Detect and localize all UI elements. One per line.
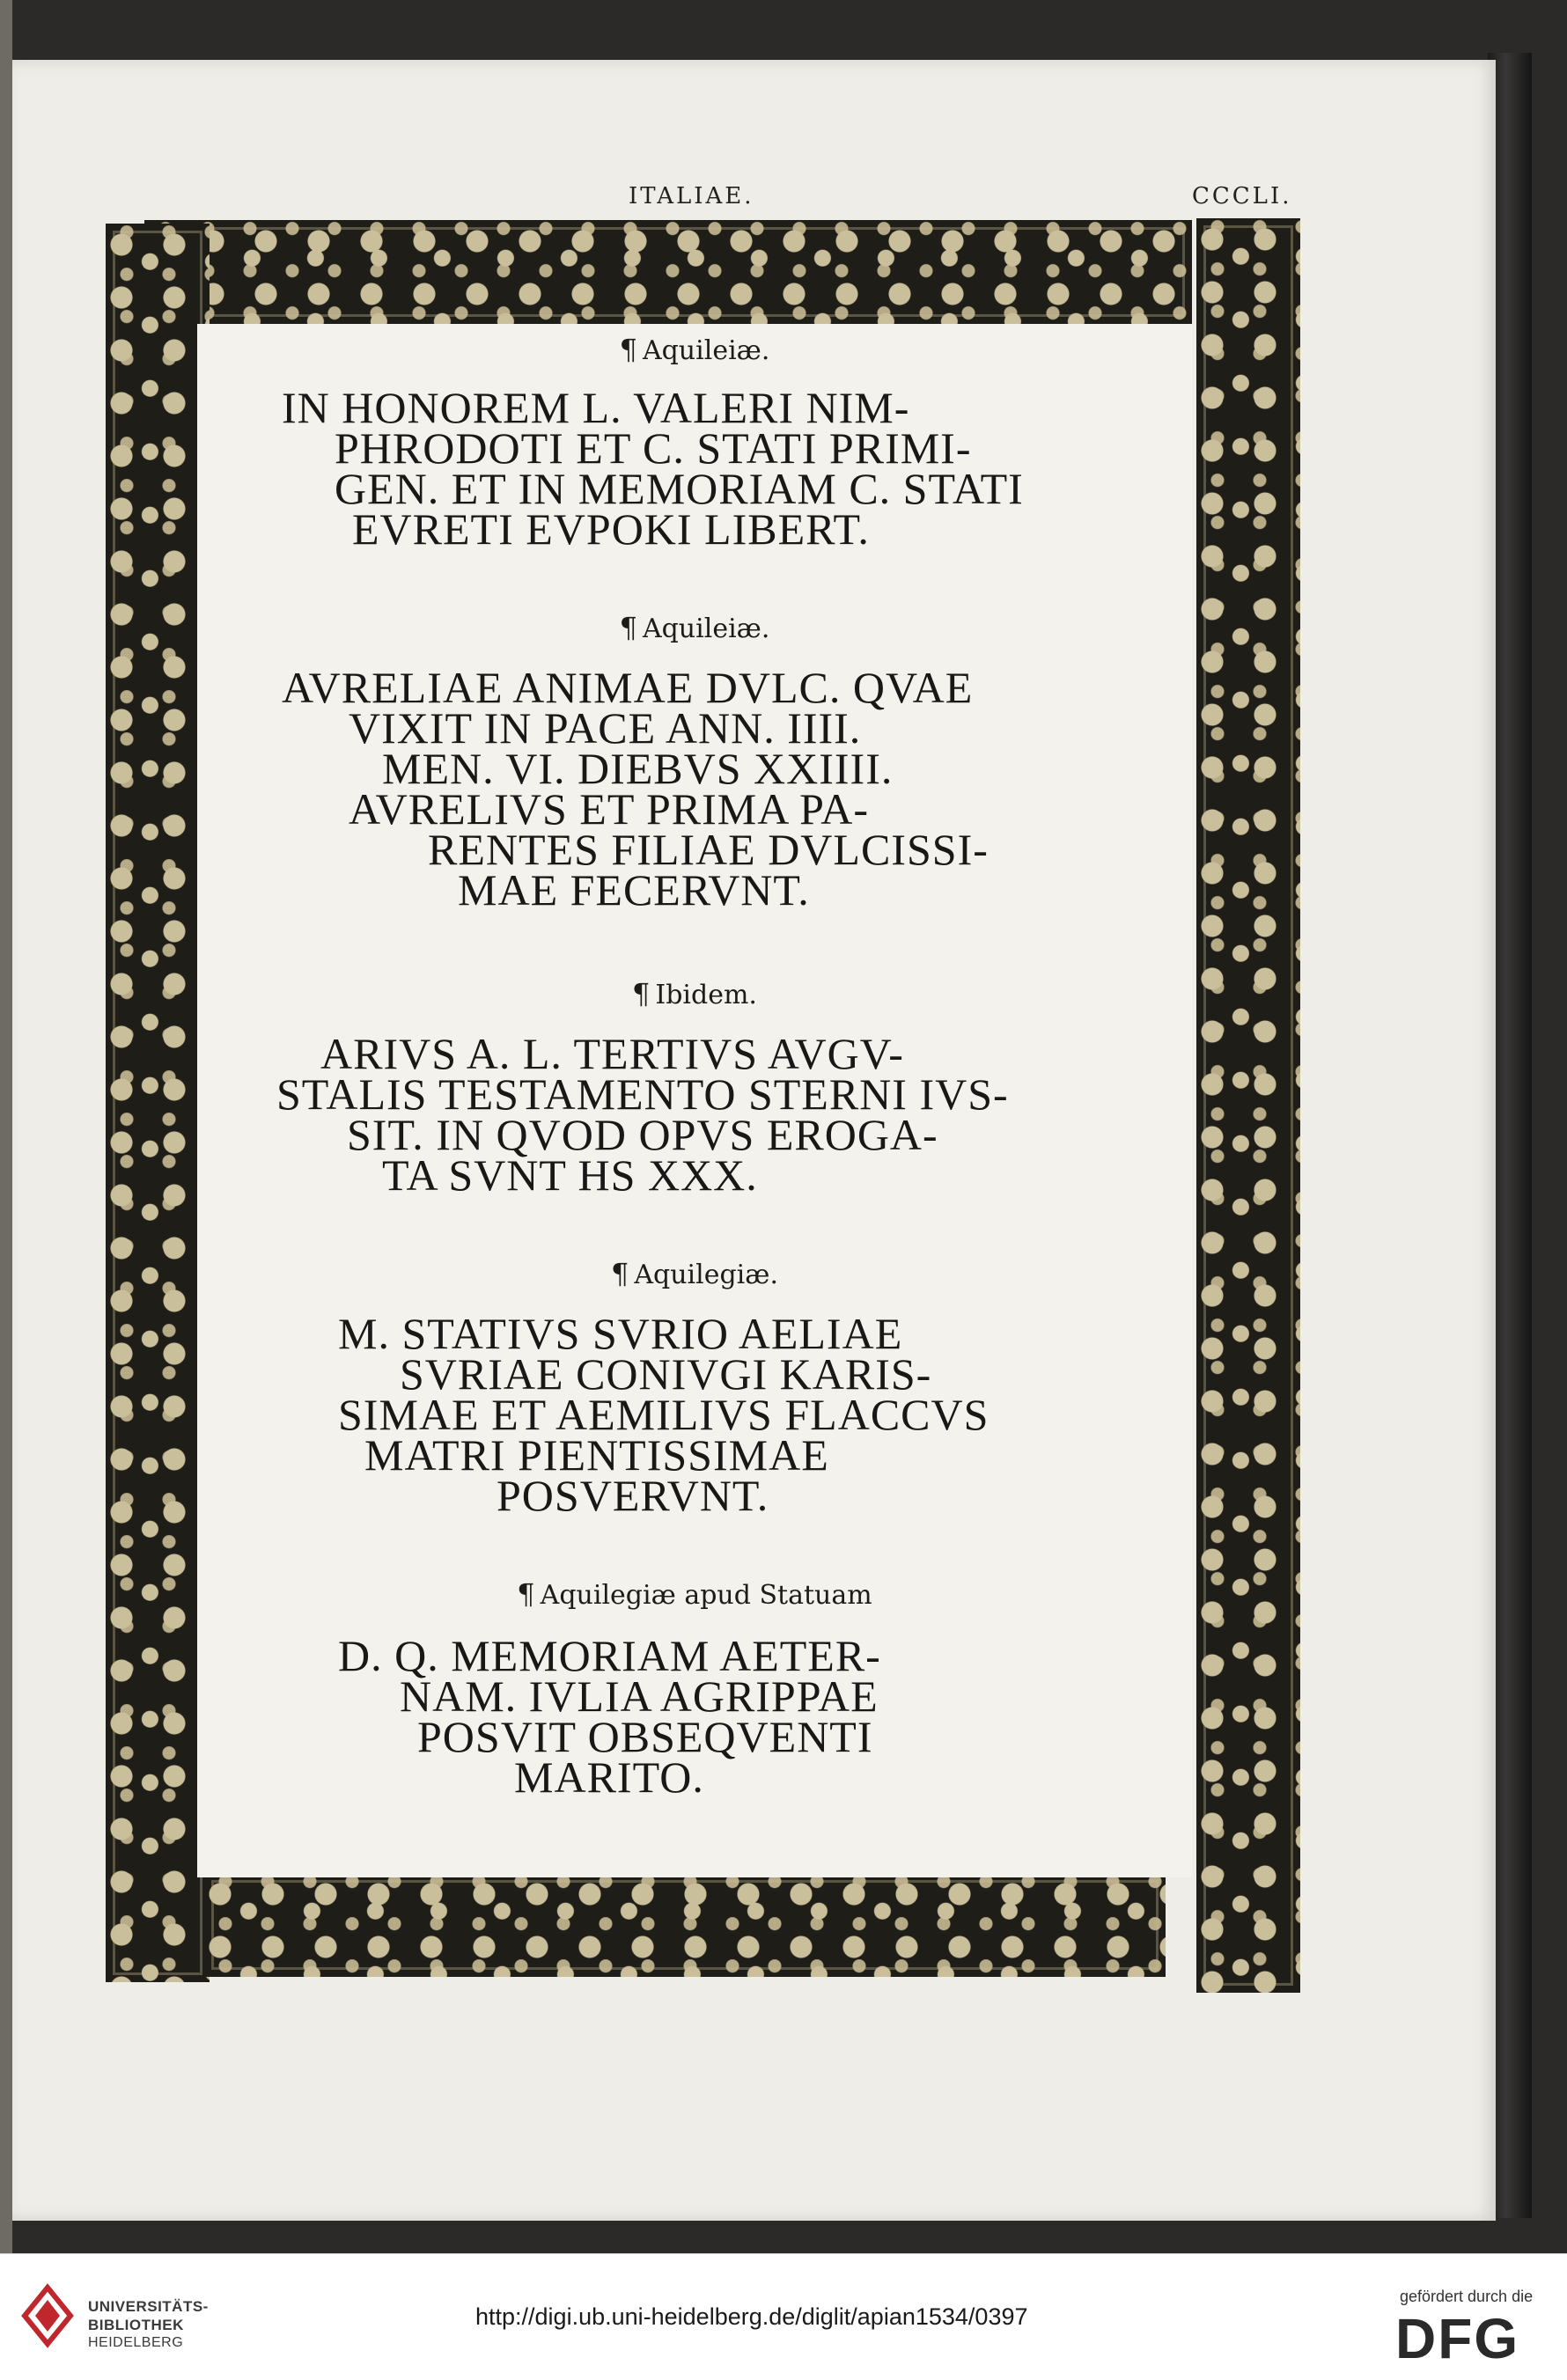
running-title: ITALIAE. [629, 183, 754, 209]
library-name-line: UNIVERSITÄTS- [88, 2298, 209, 2315]
ornament-frame-right [1196, 218, 1300, 1993]
inscription-text [338, 1631, 881, 1802]
inscription-line: AVRELIVS ET PRIMA PA- [349, 784, 870, 834]
ornament-frame-left [106, 224, 210, 1982]
inscription-line: MARITO. [514, 1752, 704, 1802]
inscription-line: GEN. ET IN MEMORIAM C. STATI [335, 464, 1024, 513]
inscription-line: ARIVS A. L. TERTIVS AVGV- [320, 1029, 904, 1078]
inscription-panel [197, 324, 1192, 1877]
inscription-line: SIMAE ET AEMILIVS FLACCVS [338, 1390, 989, 1439]
pilcrow-icon: ¶ [610, 1257, 629, 1290]
funder-caption: gefördert durch die [1400, 2288, 1534, 2305]
inscription-heading: ¶ Aquileiæ. [619, 333, 770, 366]
inscription-line: POSVERVNT. [497, 1471, 769, 1520]
inscription-text [276, 1029, 1009, 1200]
pilcrow-icon: ¶ [517, 1577, 535, 1611]
inscription-line: M. STATIVS SVRIO AELIAE [338, 1309, 903, 1358]
inscription-line: RENTES FILIAE DVLCISSI- [428, 825, 989, 874]
inscription-heading: ¶ Aquilegiæ apud Statuam [517, 1577, 872, 1611]
inscription-line: STALIS TESTAMENTO STERNI IVS- [276, 1069, 1009, 1119]
binding-shadow [0, 0, 12, 2253]
pilcrow-icon: ¶ [619, 333, 637, 366]
ornament-frame-top [144, 220, 1192, 324]
inscription-line: AVRELIAE ANIMAE DVLC. QVAE [282, 663, 974, 712]
inscription-line: VIXIT IN PACE ANN. IIII. [349, 703, 862, 753]
inscription-text [282, 663, 989, 915]
inscription-heading: ¶ Ibidem. [632, 977, 757, 1010]
pilcrow-icon: ¶ [632, 977, 651, 1010]
folio-number: CCCLI. [1192, 183, 1292, 209]
book-page [12, 60, 1496, 2221]
inscription-heading: ¶ Aquilegiæ. [610, 1257, 779, 1290]
inscription-line: PHRODOTI ET C. STATI PRIMI- [335, 423, 972, 473]
inscription-text [282, 383, 1024, 554]
ub-heidelberg-logo-icon [19, 2281, 76, 2351]
viewer-footer [0, 2253, 1567, 2380]
inscription-line: IN HONOREM L. VALERI NIM- [282, 383, 910, 432]
ornament-frame-bottom [204, 1873, 1166, 1977]
inscription-line: SVRIAE CONIVGI KARIS- [400, 1349, 932, 1399]
inscription-line: TA SVNT HS XXX. [382, 1150, 758, 1200]
inscription-line: MEN. VI. DIEBVS XXIIII. [382, 744, 894, 793]
inscription-line: SIT. IN QVOD OPVS EROGA- [347, 1110, 938, 1159]
library-name-line: BIBLIOTHEK [88, 2317, 184, 2333]
inscription-text [338, 1309, 989, 1520]
library-city: HEIDELBERG [88, 2335, 184, 2350]
inscription-line: EVRETI EVPOKI LIBERT. [352, 504, 870, 554]
inscription-line: POSVIT OBSEQVENTI [417, 1712, 873, 1761]
inscription-line: D. Q. MEMORIAM AETER- [338, 1631, 881, 1680]
inscription-line: MATRI PIENTISSIMAE [364, 1430, 829, 1480]
inscription-line: MAE FECERVNT. [458, 865, 810, 915]
dfg-logo: DFG [1395, 2307, 1520, 2370]
inscription-heading: ¶ Aquileiæ. [619, 611, 770, 644]
permalink-url[interactable]: http://digi.ub.uni-heidelberg.de/diglit/apian1534/0397 [475, 2303, 1028, 2330]
pilcrow-icon: ¶ [619, 611, 637, 644]
inscription-line: NAM. IVLIA AGRIPPAE [400, 1671, 879, 1721]
